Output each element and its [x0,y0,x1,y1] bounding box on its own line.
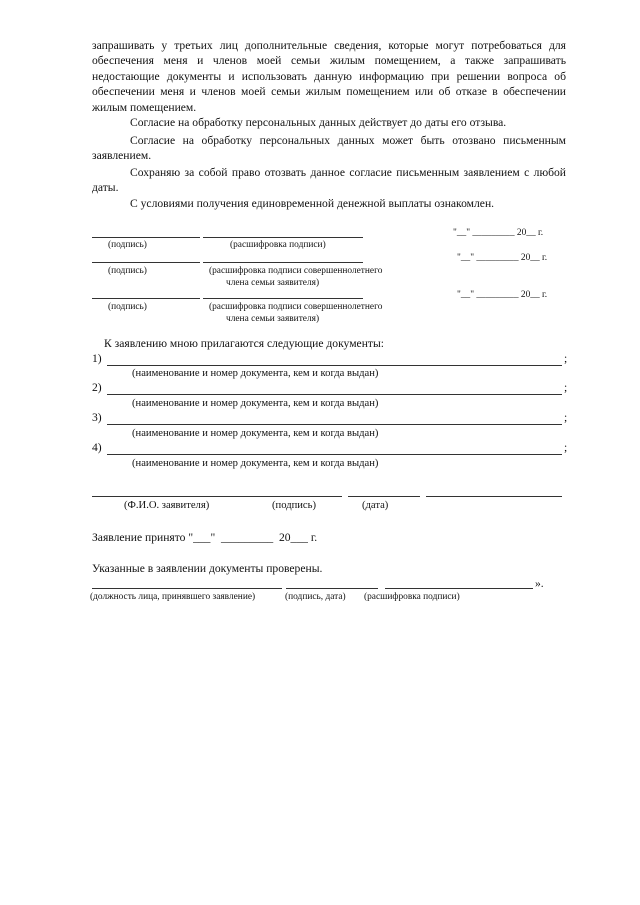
accepted-text: Заявление принято "___" _________ 20___ г. [92,531,318,544]
consent-text-2: Согласие на обработку персональных данных действует до даты его отзыва. [130,116,507,129]
date-placeholder-3: "__" _________ 20__ г. [457,290,548,300]
attachment-caption-4: (наименование и номер документа, кем и когда выдан) [132,458,379,469]
attachment-end-2: ; [564,381,568,394]
consent-paragraph-1 [92,38,566,115]
consent-text-3: Согласие на обработку персональных данных может быть отозвано письменным заявлением. [92,134,566,163]
decode-label-3: (расшифровка подписи совершеннолетнего [209,302,383,312]
consent-paragraph-3 [92,133,566,164]
applicant-date-label: (дата) [362,500,389,511]
decode-line-3 [203,298,363,299]
applicant-sign-label: (подпись) [272,500,316,511]
decode-line-2 [203,262,363,263]
position-line [92,588,282,589]
signature-label-3: (подпись) [108,302,147,312]
attachments-heading: К заявлению мною прилагаются следующие документы: [104,337,384,350]
consent-text-1: запрашивать у третьих лиц дополнительные сведения, которые могут потребоваться для обеспечения меня и членов моей семьи жилым помещением, а также запрашивать недостающие документы и использовать данную информацию при решении вопроса об обеспечении меня и членов моей семьи жилым помещением или об отказе в обеспечении жилым помещением. [92,39,566,114]
attachment-caption-2: (наименование и номер документа, кем и когда выдан) [132,398,379,409]
signature-line-1 [92,237,200,238]
decode-label-2: (расшифровка подписи совершеннолетнего [209,266,383,276]
decode-label-3-line2: члена семьи заявителя) [226,314,320,324]
signature-line-2 [92,262,200,263]
attachment-end-4: ; [564,441,568,454]
consent-paragraph-2 [92,115,566,130]
attachment-caption-1: (наименование и номер документа, кем и когда выдан) [132,368,379,379]
date-placeholder-2: "__" _________ 20__ г. [457,253,548,263]
attachment-caption-3: (наименование и номер документа, кем и когда выдан) [132,428,379,439]
attachment-end-3: ; [564,411,568,424]
signature-line-3 [92,298,200,299]
caption-position: (должность лица, принявшего заявление) [90,592,256,602]
signature-label-2: (подпись) [108,266,147,276]
attachment-number-3: 3) [92,411,102,424]
attachment-end-1: ; [564,352,568,365]
applicant-name-sign-line [92,496,342,497]
date-placeholder-1: "__" _________ 20__ г. [453,228,544,238]
caption-sign-date: (подпись, дата) [285,592,346,602]
consent-text-4: Сохраняю за собой право отозвать данное согласие письменным заявлением с любой даты. [92,166,566,195]
decode-line-1 [203,237,363,238]
verified-end-mark: ». [535,577,544,590]
consent-paragraph-5 [92,196,566,211]
attachment-number-4: 4) [92,441,102,454]
verified-text: Указанные в заявлении документы проверены. [92,562,323,575]
attachment-number-1: 1) [92,352,102,365]
consent-paragraph-4 [92,165,566,196]
sign-date-line [286,588,378,589]
decode-line-final [385,588,533,589]
decode-label-2-line2: члена семьи заявителя) [226,278,320,288]
consent-text-5: С условиями получения единовременной денежной выплаты ознакомлен. [130,197,495,210]
applicant-name-label: (Ф.И.О. заявителя) [124,500,210,511]
applicant-extra-line [426,496,562,497]
caption-decode: (расшифровка подписи) [364,592,460,602]
attachment-number-2: 2) [92,381,102,394]
decode-label-1: (расшифровка подписи) [230,240,326,250]
attachment-line-4 [107,454,562,455]
signature-label-1: (подпись) [108,240,147,250]
attachment-line-1 [107,365,562,366]
applicant-date-line [348,496,420,497]
attachment-line-2 [107,394,562,395]
attachment-line-3 [107,424,562,425]
